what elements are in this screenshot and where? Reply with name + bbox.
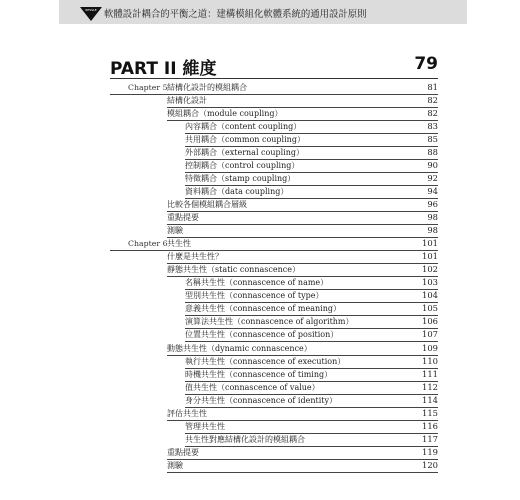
toc-entry[interactable] (185, 172, 438, 186)
toc-entry[interactable] (167, 107, 438, 121)
toc-entry-title: 動態共生性（dynamic connascence） (167, 343, 312, 353)
toc-entry-page: 110 (422, 355, 438, 366)
toc-entry-page: 103 (422, 277, 438, 288)
toc-entry-page: 111 (422, 368, 438, 379)
book-title: 軟體設計耦合的平衡之道：建構模組化軟體系統的通用設計原則 (104, 9, 367, 20)
toc-entry[interactable] (167, 94, 438, 108)
toc-entry-title: 結構化設計的模組耦合 (167, 82, 247, 92)
toc-entry-page: 104 (422, 290, 438, 301)
toc-entry-title: 測驗 (167, 226, 183, 236)
toc-entry-page: 106 (422, 316, 438, 327)
toc-entry[interactable] (185, 159, 438, 173)
toc-entry[interactable] (185, 328, 438, 342)
toc-entry[interactable] (185, 394, 438, 408)
toc-entry[interactable] (185, 185, 438, 199)
part-heading (110, 54, 438, 79)
toc-entry-page: 114 (422, 394, 438, 405)
toc-entry[interactable] (185, 276, 438, 290)
toc-entry-page: 116 (422, 420, 438, 431)
toc-entry[interactable] (185, 381, 438, 395)
toc-entry-page: 85 (427, 133, 438, 144)
toc-entry-page: 98 (427, 225, 438, 236)
toc-entry-title: 位置共生性（connascence of position） (185, 330, 339, 340)
toc-entry-title: 控制耦合（control coupling） (185, 160, 300, 170)
toc-chapter-label: Chapter 5 (128, 82, 168, 92)
toc-entry-page: 96 (427, 198, 438, 209)
toc-entry-title: 管理共生性 (185, 421, 225, 431)
publisher-logo-text: RESSLE (85, 8, 97, 12)
toc-entry-title: 靜態共生性（static connascence） (167, 265, 300, 275)
toc-entry-page: 81 (427, 81, 438, 92)
toc-entry[interactable] (185, 355, 438, 369)
toc-entry-page: 88 (427, 146, 438, 157)
toc-entry-page: 82 (427, 107, 438, 118)
toc-entry[interactable] (185, 133, 438, 147)
toc-entry[interactable] (167, 446, 438, 460)
toc-entry[interactable] (185, 433, 438, 447)
toc-entry-title: 共用耦合（common coupling） (185, 134, 305, 144)
toc-entry-title: 內容耦合（content coupling） (185, 121, 302, 131)
toc-entry-title: 模組耦合（module coupling） (167, 108, 283, 118)
toc-entry-title: 值共生性（connascence of value） (185, 382, 320, 392)
toc-entry-page: 102 (422, 264, 438, 275)
toc-entry-page: 109 (422, 342, 438, 353)
toc-entry-page: 101 (422, 238, 438, 249)
toc-entry-page: 120 (422, 459, 438, 470)
toc-entry[interactable] (167, 198, 438, 212)
toc-entry-title: 資料耦合（data coupling） (185, 186, 289, 196)
toc-entry[interactable] (167, 224, 438, 238)
toc-entry-title: 什麼是共生性？ (167, 252, 223, 262)
toc-entry[interactable] (167, 459, 438, 473)
toc-entry-page: 90 (427, 159, 438, 170)
toc-entry-page: 115 (422, 407, 438, 418)
toc-entry-title: 重點提要 (167, 447, 199, 457)
toc-entry[interactable] (167, 342, 438, 356)
part-page-number: 79 (414, 54, 438, 74)
toc-entry[interactable] (167, 250, 438, 264)
toc-entry-title: 時機共生性（connascence of timing） (185, 369, 333, 379)
toc-entry[interactable] (167, 407, 438, 421)
toc-entry-title: 外部耦合（external coupling） (185, 147, 305, 157)
part-label: PART II 維度 (110, 59, 217, 79)
toc-entry-page: 83 (427, 120, 438, 131)
toc-chapter-label: Chapter 6 (128, 239, 168, 249)
toc-entry-page: 117 (422, 433, 438, 444)
toc-entry[interactable] (185, 368, 438, 382)
toc-entry-title: 結構化設計 (167, 95, 207, 105)
toc-entry[interactable] (185, 146, 438, 160)
toc-entry-title: 型別共生性（connascence of type） (185, 291, 324, 301)
toc-entry-page: 101 (422, 251, 438, 262)
toc-entry-page: 105 (422, 303, 438, 314)
toc-entry-title: 測驗 (167, 460, 183, 470)
toc-entry-page: 107 (422, 329, 438, 340)
toc-entry-title: 執行共生性（connascence of execution） (185, 356, 346, 366)
toc-entry-title: 身分共生性（connascence of identity） (185, 395, 337, 405)
running-header (59, 0, 467, 24)
toc-entry-page: 112 (422, 381, 438, 392)
toc-entry[interactable] (110, 237, 438, 251)
toc-entry-title: 名稱共生性（connascence of name） (185, 278, 329, 288)
toc-entry-page: 82 (427, 94, 438, 105)
toc-entry-title: 比較各個模組耦合層級 (167, 199, 247, 209)
toc-entry-page: 94 (427, 185, 438, 196)
book-page (59, 0, 467, 500)
toc-entry-title: 共生性 (167, 239, 191, 249)
toc-entry[interactable] (185, 302, 438, 316)
toc-entry[interactable] (110, 81, 438, 95)
toc-entry-title: 演算法共生性（connascence of algorithm） (185, 317, 354, 327)
toc-entry[interactable] (167, 211, 438, 225)
toc-entry[interactable] (185, 120, 438, 134)
toc-entry-title: 意義共生性（connascence of meaning） (185, 304, 341, 314)
toc-entry-title: 評估共生性 (167, 408, 207, 418)
toc-entry-title: 共生性對應結構化設計的模組耦合 (185, 434, 305, 444)
toc-entry-title: 特徵耦合（stamp coupling） (185, 173, 296, 183)
toc-entry-title: 重點提要 (167, 213, 199, 222)
toc-entry[interactable] (185, 420, 438, 434)
toc-entry-page: 98 (427, 212, 438, 222)
toc-entry-page: 92 (427, 172, 438, 183)
toc-entry[interactable] (185, 315, 438, 329)
toc-entry[interactable] (185, 289, 438, 303)
toc-entry-page: 119 (422, 446, 438, 457)
toc-entry[interactable] (167, 263, 438, 277)
